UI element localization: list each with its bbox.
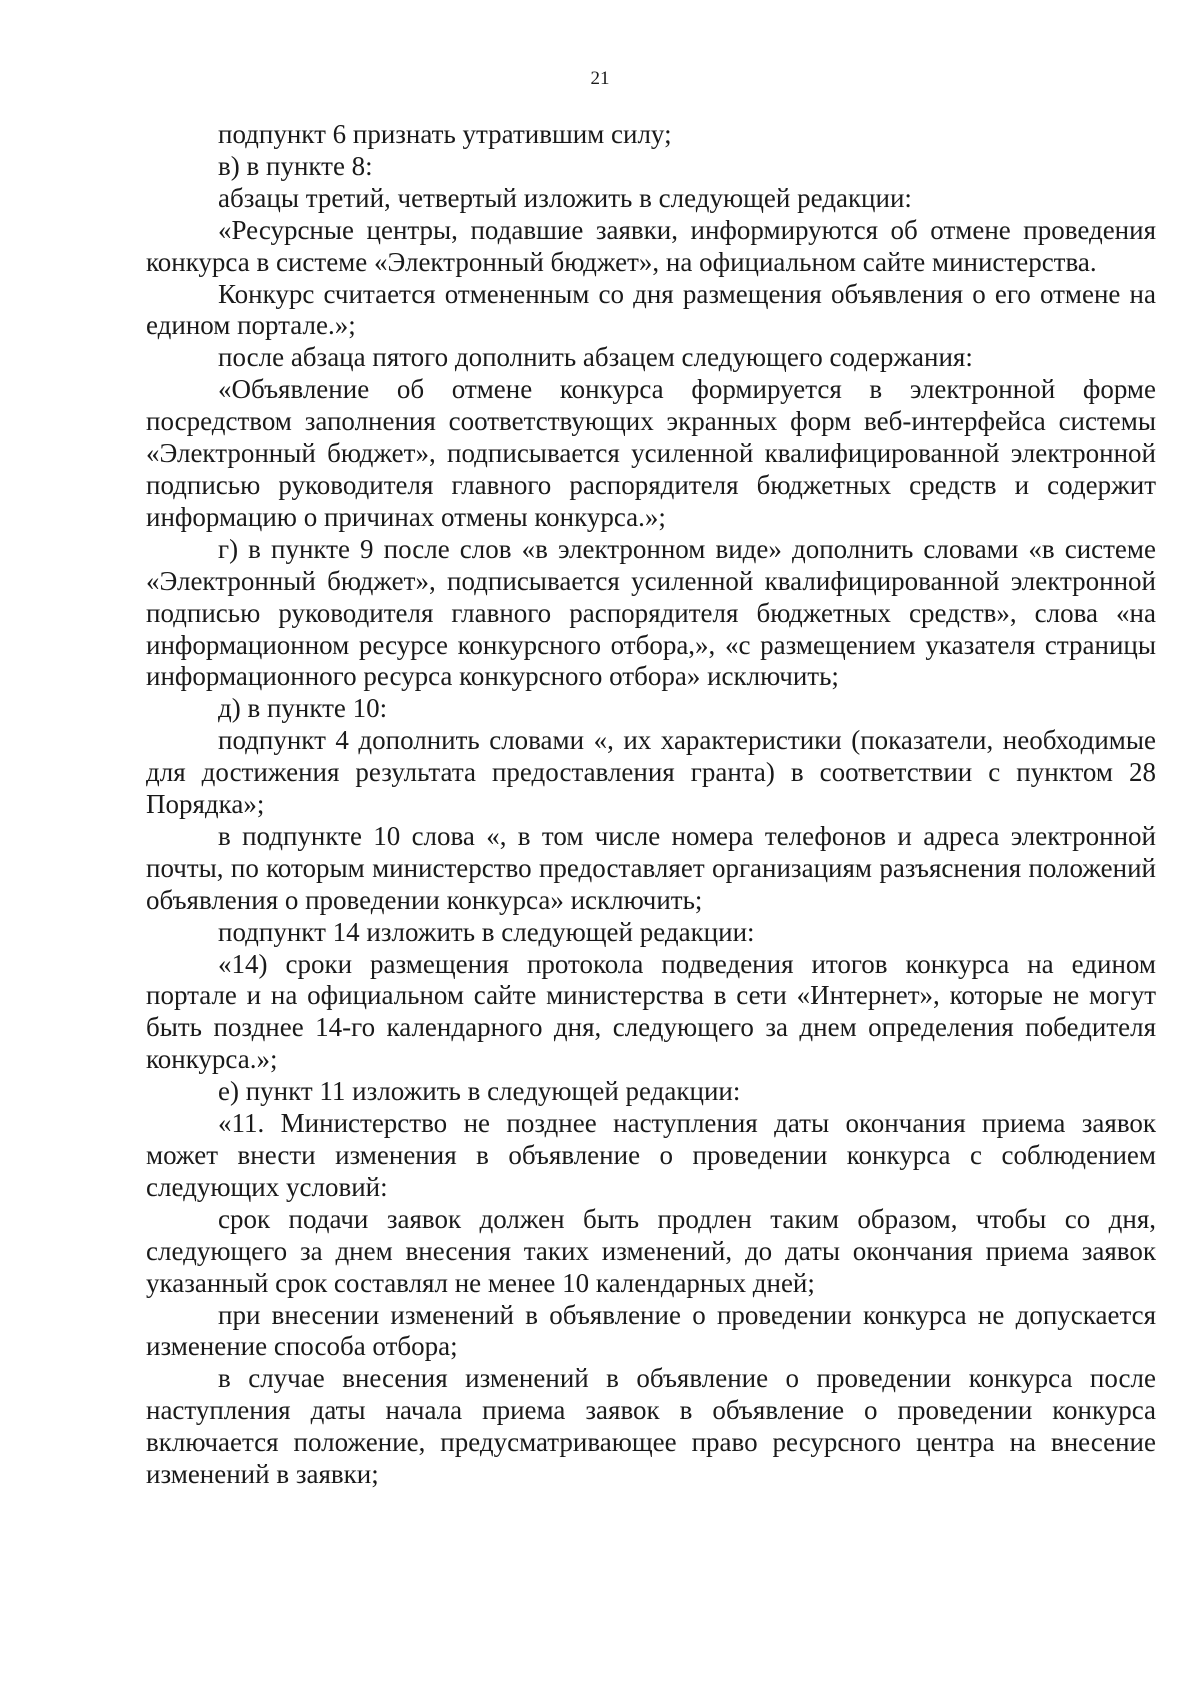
paragraph: абзацы третий, четвертый изложить в следующей редакции: bbox=[218, 182, 912, 213]
document-body bbox=[146, 119, 1156, 1491]
paragraph: «14) сроки размещения протокола подведения итогов конкурса на едином портале и на официальном сайте министерства в сети «Интернет», которые не могут быть позднее 14-го календарного дня, следующего за днем определения победителя конкурса.»; bbox=[146, 948, 1156, 1075]
paragraph: Конкурс считается отмененным со дня размещения объявления о его отмене на едином портале.»; bbox=[146, 278, 1156, 341]
paragraph: в) в пункте 8: bbox=[218, 150, 373, 181]
paragraph: д) в пункте 10: bbox=[218, 693, 388, 724]
paragraph: «Ресурсные центры, подавшие заявки, информируются об отмене проведения конкурса в системе «Электронный бюджет», на официальном сайте министерства. bbox=[146, 214, 1156, 277]
paragraph: подпункт 6 признать утратившим силу; bbox=[218, 119, 672, 149]
paragraph: срок подачи заявок должен быть продлен таким образом, чтобы со дня, следующего за днем внесения таких изменений, до даты окончания приема заявок указанный срок составлял не менее 10 календарных дней; bbox=[146, 1203, 1156, 1298]
paragraph: подпункт 14 изложить в следующей редакции: bbox=[218, 916, 755, 947]
paragraph: подпункт 4 дополнить словами «, их характеристики (показатели, необходимые для достижения результата предоставления гранта) в соответствии с пунктом 28 Порядка»; bbox=[146, 725, 1156, 820]
paragraph: «11. Министерство не позднее наступления даты окончания приема заявок может внести изменения в объявление о проведении конкурса с соблюдением следующих условий: bbox=[146, 1108, 1156, 1202]
paragraph: в подпункте 10 слова «, в том числе номера телефонов и адреса электронной почты, по которым министерство предоставляет организациям разъяснения положений объявления о проведении конкурса» исключить; bbox=[146, 820, 1156, 915]
paragraph: «Объявление об отмене конкурса формируется в электронной форме посредством заполнения соответствующих экранных форм веб-интерфейса системы «Электронный бюджет», подписывается усиленной квалифицированной электронной подписью руководителя главного распорядителя бюджетных средств и содержит информацию о причинах отмены конкурса.»; bbox=[146, 374, 1156, 532]
page-number: 21 bbox=[590, 68, 610, 89]
paragraph: е) пункт 11 изложить в следующей редакции: bbox=[218, 1076, 741, 1107]
paragraph: после абзаца пятого дополнить абзацем следующего содержания: bbox=[218, 342, 973, 373]
paragraph: г) в пункте 9 после слов «в электронном виде» дополнить словами «в системе «Электронный бюджет», подписывается усиленной квалифицированной электронной подписью руководителя главного распорядителя бюджетных средств», слова «на информационном ресурсе конкурсного отбора,», «с размещением указателя страницы информационного ресурса конкурсного отбора» исключить; bbox=[146, 533, 1156, 692]
paragraph: в случае внесения изменений в объявление о проведении конкурса после наступления даты начала приема заявок в объявление о проведении конкурса включается положение, предусматривающее право ресурсного центра на внесение изменений в заявки; bbox=[146, 1363, 1156, 1490]
paragraph: при внесении изменений в объявление о проведении конкурса не допускается изменение способа отбора; bbox=[146, 1299, 1156, 1362]
